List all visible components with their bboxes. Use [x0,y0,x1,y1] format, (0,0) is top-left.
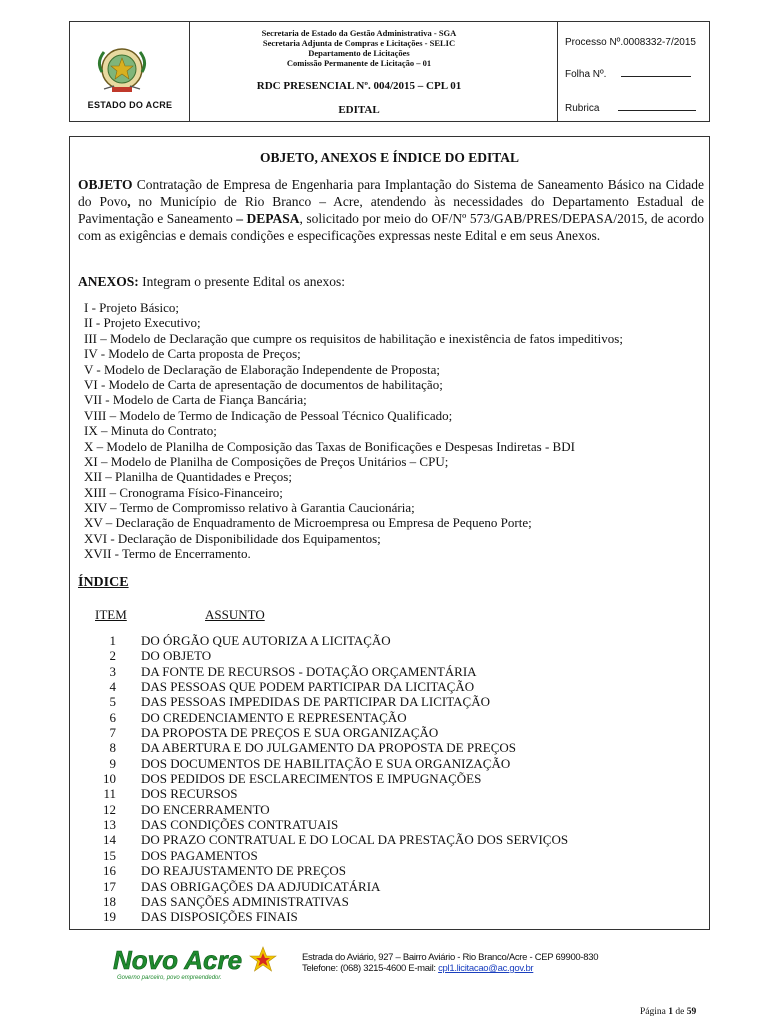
indice-table [90,633,569,925]
anexos-label: ANEXOS: [78,274,139,289]
row-number: 2 [109,648,116,664]
folha-blank [621,68,691,77]
page-number [640,1007,696,1017]
indice-row [90,709,407,725]
logo-tagline: Governo parceiro, povo empreendedor. [117,975,222,981]
indice-row [90,786,238,802]
anexo-item: VIII – Modelo de Termo de Indicação de Pessoal Técnico Qualificado; [84,407,453,423]
rubrica-label: Rubrica [565,103,600,114]
anexo-item: VI - Modelo de Carta de apresentação de documentos de habilitação; [84,376,443,392]
indice-row [90,725,439,741]
rubrica-field [565,102,696,114]
anexo-item: V - Modelo de Declaração de Elaboração Independente de Proposta; [84,361,441,377]
row-number: 13 [103,817,116,833]
row-subject: DO ENCERRAMENTO [141,801,270,817]
anexo-item: XV – Declaração de Enquadramento de Microempresa ou Empresa de Pequeno Porte; [84,515,532,531]
page-current: 1 [668,1007,673,1017]
indice-row [90,679,475,695]
indice-row [90,633,391,648]
page-sep: de [672,1007,687,1017]
row-number: 16 [103,863,116,879]
row-subject: DOS DOCUMENTOS DE HABILITAÇÃO E SUA ORGANIZAÇÃO [141,755,511,771]
anexo-item: III – Modelo de Declaração que cumpre os requisitos de habilitação e inexistência de fatos impeditivos; [84,330,623,346]
anexos-list [84,300,623,562]
header-divider [189,22,190,121]
row-number: 5 [109,694,116,710]
row-number: 15 [103,847,116,863]
indice-row [90,648,212,664]
indice-heading: ÍNDICE [78,575,129,590]
indice-row [90,832,569,848]
page-total: 59 [686,1007,697,1017]
row-subject: DA PROPOSTA DE PREÇOS E SUA ORGANIZAÇÃO [141,725,439,741]
row-subject: DOS PEDIDOS DE ESCLARECIMENTOS E IMPUGNAÇÕES [141,771,482,787]
agency-line: Comissão Permanente de Licitação – 01 [286,58,432,68]
row-subject: DAS PESSOAS IMPEDIDAS DE PARTICIPAR DA LICITAÇÃO [141,694,491,710]
row-number: 14 [103,832,116,848]
row-subject: DOS PAGAMENTOS [141,847,258,863]
indice-row [90,863,346,879]
objeto-label: OBJETO [78,177,133,192]
anexo-item: II - Projeto Executivo; [84,315,201,331]
row-number: 17 [103,878,116,894]
indice-row [90,801,270,817]
logo-text: Novo Acre [113,945,243,975]
anexo-item: XVII - Termo de Encerramento. [84,546,251,562]
indice-row [90,740,516,756]
row-subject: DAS DISPOSIÇÕES FINAIS [141,909,298,925]
anexos-intro-text: Integram o presente Edital os anexos: [138,274,345,289]
agency-line: Secretaria Adjunta de Compras e Licitações - SELIC [262,38,456,48]
anexo-item: X – Modelo de Planilha de Composição das Taxas de Bonificações e Despesas Indiretas - BDI [84,438,575,454]
anexo-item: VII - Modelo de Carta de Fiança Bancária; [84,392,307,408]
edital-label: EDITAL [338,104,380,116]
novo-acre-logo [111,943,281,983]
row-subject: DO CREDENCIAMENTO E REPRESENTAÇÃO [141,709,407,725]
indice-col-item: ITEM [95,607,127,622]
row-number: 12 [103,801,116,817]
row-number: 10 [103,771,116,787]
objeto-text: , solicitado por meio do OF/Nº 573/GAB/PRES/DEPASA/2015, de acordo com as exigências e demais condições e especificações expressas neste Edital e em seus Anexos. [78,211,704,243]
footer-address: Estrada do Aviário, 927 – Bairro Aviário - Rio Branco/Acre - CEP 69900-830 [302,952,599,963]
row-number: 4 [109,679,116,695]
row-subject: DAS OBRIGAÇÕES DA ADJUDICATÁRIA [141,878,381,894]
seal-caption: ESTADO DO ACRE [87,100,173,110]
footer-email-link[interactable]: cpl1.licitacao@ac.gov.br [438,963,534,974]
objeto-text: no Município de Rio Branco – Acre, atendendo às necessidades do Departamento Estadual de Pavimentação e Saneamento [78,194,704,226]
page-label: Página [640,1007,669,1017]
anexo-item: XIV – Termo de Compromisso relativo à Garantia Caucionária; [84,500,415,516]
rubrica-blank [618,102,696,111]
header-divider [557,22,558,121]
anexo-item: XVI - Declaração de Disponibilidade dos Equipamentos; [84,530,381,546]
anexo-item: IX – Minuta do Contrato; [84,423,217,439]
footer-phone: Telefone: (068) 3215-4600 E-mail: [302,963,439,974]
indice-col-assunto: ASSUNTO [205,607,265,622]
objeto-dash: – [236,211,243,226]
indice-row [90,771,482,787]
row-number: 6 [109,709,116,725]
objeto-text: Contratação de Empresa de Engenharia para Implantação do Sistema de Saneamento Básico na Cidade do Povo [78,177,704,209]
indice-row [90,755,511,771]
row-subject: DAS SANÇÕES ADMINISTRATIVAS [141,893,349,909]
row-number: 8 [109,740,116,756]
anexo-item: I - Projeto Básico; [84,300,179,315]
anexo-item: XII – Planilha de Quantidades e Preços; [84,469,292,485]
objeto-paragraph: OBJETO Contratação de Empresa de Engenharia para Implantação do Sistema de Saneamento Básico na Cidade do Povo, no Município de Rio Branco – Acre, atendendo às necessidades do Departamento Estadual de Pavimentação e Saneamento – DEPASA, solicitado por meio do OF/Nº 573/GAB/PRES/DEPASA/2015, de acordo com as exigências e demais condições e especificações expressas neste Edital e em seus Anexos. [78,177,704,243]
indice-row [90,878,381,894]
section-title: OBJETO, ANEXOS E ÍNDICE DO EDITAL [259,150,520,165]
row-subject: DO ÓRGÃO QUE AUTORIZA A LICITAÇÃO [141,633,391,648]
indice-row [90,817,339,833]
row-number: 11 [103,786,116,802]
row-number: 3 [109,663,116,679]
row-subject: DA ABERTURA E DO JULGAMENTO DA PROPOSTA DE PREÇOS [141,740,516,756]
rdc-number: RDC PRESENCIAL Nº. 004/2015 – CPL 01 [256,80,462,92]
row-number: 19 [103,909,116,925]
footer-address-block [302,952,598,974]
row-subject: DAS PESSOAS QUE PODEM PARTICIPAR DA LICITAÇÃO [141,679,475,695]
row-number: 7 [109,725,116,741]
agency-line: Secretaria de Estado da Gestão Administrativa - SGA [261,28,457,38]
depasa-label: DEPASA [246,211,300,226]
row-subject: DAS CONDIÇÕES CONTRATUAIS [141,817,339,833]
row-number: 9 [109,755,116,771]
row-subject: DA FONTE DE RECURSOS - DOTAÇÃO ORÇAMENTÁRIA [141,663,477,679]
footer-contact [302,963,598,974]
indice-row [90,694,491,710]
anexo-item: XI – Modelo de Planilha de Composições de Preços Unitários – CPU; [84,453,449,469]
processo-number: Processo Nº.0008332-7/2015 [565,37,696,48]
header-agency-lines [204,28,514,68]
row-subject: DO OBJETO [141,648,212,664]
indice-row [90,893,349,909]
indice-row [90,847,258,863]
indice-row [90,663,477,679]
agency-line: Departamento de Licitações [308,48,410,58]
row-number: 1 [109,633,116,648]
document-header [69,21,710,122]
anexos-intro [78,273,704,290]
folha-field [565,68,691,80]
anexo-item: XIII – Cronograma Físico-Financeiro; [84,484,283,500]
acre-state-seal-icon [92,42,152,97]
row-subject: DOS RECURSOS [141,786,238,802]
row-subject: DO PRAZO CONTRATUAL E DO LOCAL DA PRESTAÇÃO DOS SERVIÇOS [141,832,569,848]
row-number: 18 [103,893,116,909]
folha-label: Folha Nº. [565,69,607,80]
row-subject: DO REAJUSTAMENTO DE PREÇOS [141,863,346,879]
anexo-item: IV - Modelo de Carta proposta de Preços; [84,346,301,362]
indice-row [90,909,298,925]
